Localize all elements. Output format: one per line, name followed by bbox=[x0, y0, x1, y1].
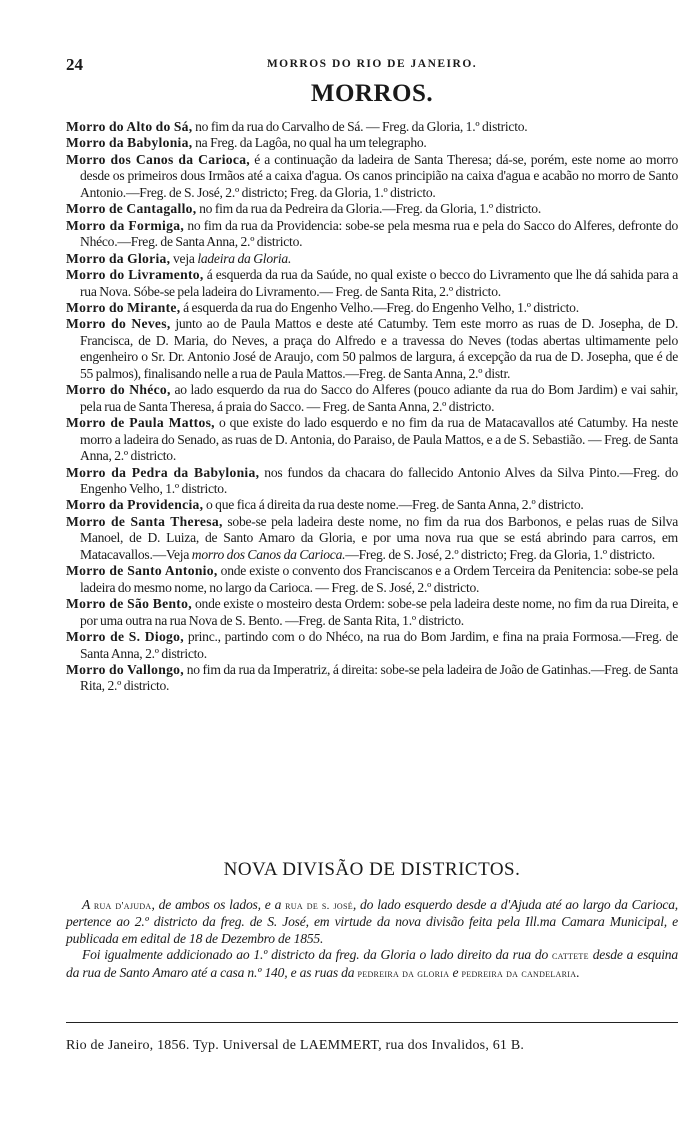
entry-text: —Freg. de S. José, 2.º districto; Freg. da Gloria, 1.º districto. bbox=[345, 546, 655, 562]
entry-text: no fim da rua do Carvalho de Sá. — Freg. da Gloria, 1.º districto. bbox=[192, 119, 528, 134]
entry-reference: ladeira da Gloria. bbox=[197, 250, 292, 266]
note-paragraph bbox=[66, 897, 678, 947]
entry-name: Morro da Pedra da Babylonia, bbox=[66, 464, 260, 480]
entry-text: princ., partindo com o do Nhéco, na rua do Bom Jardim, e fina na praia Formosa.—Freg. de Santa Anna, 2.º districto. bbox=[80, 629, 678, 661]
entry-name: Morro de São Bento, bbox=[66, 596, 192, 612]
entry-text: no fim da rua da Pedreira da Gloria.—Freg. da Gloria, 1.º districto. bbox=[196, 201, 541, 217]
street-name: cattete bbox=[552, 950, 589, 963]
entry bbox=[66, 267, 678, 300]
entry-text: nos fundos da chacara do fallecido Antonio Alves da Silva Pinto.—Freg. do Engenho Velho, 1.º districto. bbox=[80, 464, 678, 496]
entry bbox=[66, 514, 678, 563]
entry-text: no fim da rua da Providencia: sobe-se pela mesma rua e pela do Sacco do Alferes, defronte do Nhéco.—Freg. de Santa Anna, 2.º districto. bbox=[80, 217, 678, 250]
entry bbox=[66, 415, 678, 464]
entry-text: onde existe o convento dos Franciscanos e a Ordem Terceira da Penitencia: sobe-se pela ladeira do mesmo nome, no largo da Carioca. — Freg. de S. José, 2.º districto. bbox=[80, 563, 678, 595]
note-text: , de ambos os lados, e a bbox=[151, 897, 286, 912]
entry-reference: morro dos Canos da Carioca. bbox=[191, 546, 346, 562]
entry-name: Morro do Alto do Sá, bbox=[66, 119, 193, 134]
entry-text: veja bbox=[170, 250, 198, 266]
entry bbox=[66, 316, 678, 382]
note-text: A bbox=[82, 897, 94, 912]
note-text: Foi igualmente addicionado ao 1.º districto da freg. da Gloria o lado direito da rua do bbox=[82, 947, 553, 963]
entry bbox=[66, 662, 678, 695]
entry-text: á esquerda da rua do Engenho Velho.—Freg. do Engenho Velho, 1.º districto. bbox=[180, 299, 579, 315]
entry-text: no fim da rua da Imperatriz, á direita: sobe-se pela ladeira de João de Gatinhas.—Freg. de Santa Rita, 2.º districto. bbox=[80, 661, 678, 694]
page-number: 24 bbox=[66, 55, 83, 74]
entry bbox=[66, 465, 678, 498]
entry-name: Morro do Livramento, bbox=[66, 267, 204, 283]
entry-name: Morro de Paula Mattos, bbox=[66, 415, 215, 431]
entry-text: o que fica á direita da rua deste nome.—Freg. de Santa Anna, 2.º districto. bbox=[203, 497, 584, 513]
entry-text: sobe-se pela ladeira deste nome, no fim da rua dos Barbonos, e pelas ruas de Silva Manoel, de D. Luiza, de Santo Amaro da Gloria, e por uma nova rua que se está abrindo para carros, em Matacavallos.—Veja bbox=[80, 513, 678, 562]
entry-name: Morro do Nhéco, bbox=[66, 382, 171, 398]
entry-name: Morro do Mirante, bbox=[66, 299, 181, 315]
entry bbox=[66, 251, 678, 267]
entry bbox=[66, 629, 678, 662]
note-text: desde a esquina da rua de Santo Amaro até a casa n.º 140, e as ruas da bbox=[66, 947, 678, 980]
entry-name: Morro de Santo Antonio, bbox=[66, 563, 218, 579]
entry bbox=[66, 152, 678, 201]
entry-name: Morro de Santa Theresa, bbox=[66, 513, 223, 529]
entry-name: Morro de S. Diogo, bbox=[66, 629, 184, 645]
entries-list bbox=[66, 119, 678, 695]
entry-text: o que existe do lado esquerdo e no fim da rua de Matacavallos até Catumby. Ha neste morro a ladeira do Senado, as ruas de D. Antonia, do Paraiso, de Paula Mattos, e a de S. Sebastião. — Freg. de Santa Anna, 2.º districto. bbox=[80, 415, 678, 464]
footer-rule bbox=[66, 1022, 678, 1023]
entry-name: Morro da Providencia, bbox=[66, 497, 204, 513]
entry-name: Morro da Babylonia, bbox=[66, 135, 193, 151]
entry-text: á esquerda da rua da Saúde, no qual existe o becco do Livramento que lhe dá sahida para a rua Nova. Sóbe-se pela ladeira do Livramento.— Freg. de Santa Rita, 2.º districto. bbox=[80, 267, 678, 299]
note-text: , do lado esquerdo desde a d'Ajuda até ao largo da Carioca, pertence ao 2.º districto da freg. de S. José, em virtude da nova divisão feita pela Ill.ma Camara Municipal, e publicada em edital de 18 de Dezembro de 1855. bbox=[66, 897, 678, 946]
entry-name: Morro do Vallongo, bbox=[66, 661, 184, 677]
entry bbox=[66, 135, 678, 151]
section-notes bbox=[66, 897, 678, 982]
entry bbox=[66, 563, 678, 596]
page-title: MORROS. bbox=[310, 80, 434, 107]
street-name: rua d'ajuda bbox=[93, 900, 152, 912]
entry-text: é a continuação da ladeira de Santa Theresa; dá-se, porém, este nome ao morro desde os primeiros dous Irmãos até a caixa d'agua. Os canos principião na caixa d'agua e acabão no morro de Santo Antonio.—Freg. de S. José, 2.º districto; Freg. da Gloria, 1.º districto. bbox=[80, 151, 678, 200]
note-text: e bbox=[449, 964, 462, 980]
street-name: pedreira da gloria bbox=[357, 967, 450, 980]
entry-text: ao lado esquerdo da rua do Sacco do Alferes (pouco adiante da rua do Bom Jardim) e vai sahir, pela rua de Santa Theresa, á praia do Sacco. — Freg. de Santa Anna, 2.º districto. bbox=[80, 382, 678, 414]
entry-name: Morro do Neves, bbox=[66, 316, 171, 332]
entry bbox=[66, 201, 678, 217]
section-title: NOVA DIVISÃO DE DISTRICTOS. bbox=[223, 859, 521, 880]
street-name: pedreira da candelaria bbox=[461, 967, 577, 980]
note-text: . bbox=[576, 964, 580, 980]
entry-text: onde existe o mosteiro desta Ordem: sobe-se pela ladeira deste nome, no fim da rua Direita, e por uma outra na rua Nova de S. Bento. —Freg. de Santa Rita, 1.º districto. bbox=[80, 596, 678, 628]
entry bbox=[66, 382, 678, 415]
entry bbox=[66, 119, 678, 135]
entry-name: Morro da Gloria, bbox=[66, 250, 171, 266]
running-header bbox=[66, 55, 678, 75]
entry bbox=[66, 497, 678, 513]
entry bbox=[66, 300, 678, 316]
imprint-footer: Rio de Janeiro, 1856. Typ. Universal de LAEMMERT, rua dos Invalidos, 61 B. bbox=[66, 1038, 525, 1053]
entry-text: junto ao de Paula Mattos e deste até Catumby. Tem este morro as ruas de D. Josepha, de D. Francisca, de D. Maria, do Neves, a praça do Alfredo e a travessa do Neves (todas abertas ultimamente pelo engenheiro o Sr. Dr. Antonio José de Araujo, com 50 palmos de largura, á excepção da rua de D. Josepha, que é de 55 palmos), finalisando nelle a rua de Paula Mattos.—Freg. de Santa Anna, 2.º distr. bbox=[80, 316, 678, 381]
entry-text: na Freg. da Lagôa, no qual ha um telegrapho. bbox=[192, 135, 427, 151]
running-title: MORROS DO RIO DE JANEIRO. bbox=[266, 58, 478, 70]
entry bbox=[66, 596, 678, 629]
entry-name: Morro dos Canos da Carioca, bbox=[66, 151, 250, 167]
street-name: rua de s. josé bbox=[285, 900, 353, 912]
entry-name: Morro da Formiga, bbox=[66, 217, 185, 233]
note-paragraph bbox=[66, 947, 678, 982]
entry-name: Morro de Cantagallo, bbox=[66, 201, 197, 217]
entry bbox=[66, 218, 678, 251]
